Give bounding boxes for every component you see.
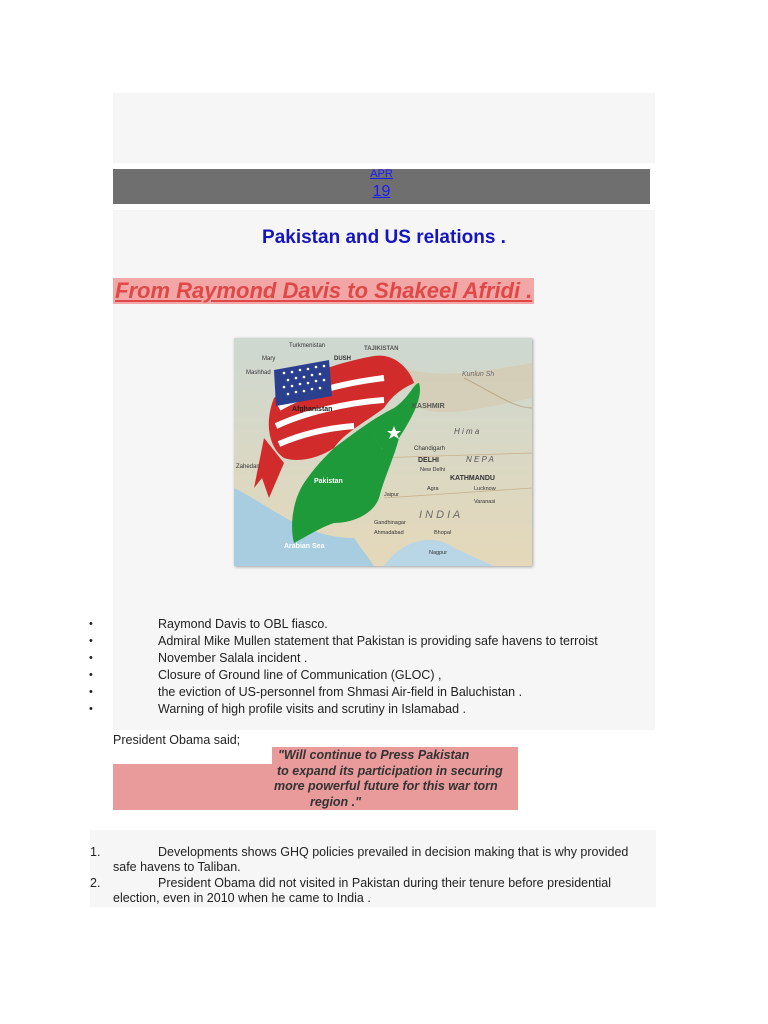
list-item: • November Salala incident .	[89, 651, 308, 665]
map-label-kathmandu: KATHMANDU	[450, 475, 495, 482]
post-subtitle: From Raymond Davis to Shakeel Afridi .	[115, 278, 533, 303]
date-day-link[interactable]: 19	[372, 183, 391, 200]
map-label-agra: Agra	[427, 486, 439, 492]
map-label-himalaya: H i m a	[454, 427, 480, 436]
obama-said-label: President Obama said;	[113, 733, 241, 747]
map-label-tajikistan: TAJIKISTAN	[364, 346, 399, 352]
map-label-nagpur: Nagpur	[429, 550, 448, 556]
list-item: • Admiral Mike Mullen statement that Pakistan is providing safe havens to terroist	[89, 634, 598, 648]
map-label-afghanistan: Afghanistan	[292, 406, 333, 413]
pakistan-us-map-image	[234, 338, 532, 566]
list-item: 2. President Obama did not visited in Pakistan during their tenure before presidential election, even in 2010 when he came to India .	[90, 876, 612, 905]
map-label-turkmenistan: Turkmenistan	[289, 343, 326, 349]
obama-quote	[270, 748, 520, 810]
bullet-list	[88, 616, 668, 718]
map-label-dushanbe: DUSH	[334, 356, 352, 362]
list-item: • Raymond Davis to OBL fiasco.	[89, 617, 328, 631]
map-label-bhopal: Bhopal	[434, 530, 452, 536]
map-label-nepal: N E P A	[466, 455, 494, 464]
map-label-new-delhi: New Delhi	[420, 467, 446, 473]
quote-line: more powerful future for this war torn	[274, 779, 498, 793]
date-bar	[113, 169, 650, 204]
numbered-list	[88, 845, 663, 907]
map-label-mary: Mary	[262, 356, 276, 362]
map-label-arabian-sea: Arabian Sea	[284, 543, 325, 550]
date-month-link[interactable]: APR	[370, 168, 393, 180]
map-label-ahmadabad: Ahmadabad	[374, 530, 404, 536]
quote-line: to expand its participation in securing	[277, 763, 503, 778]
quote-line: region ."	[310, 794, 362, 809]
map-label-india: I N D I A	[419, 509, 461, 521]
post-title: Pakistan and US relations .	[262, 227, 506, 248]
quote-line: "Will continue to Press Pakistan	[278, 748, 470, 762]
list-item: • Warning of high profile visits and scrutiny in Islamabad .	[89, 702, 467, 716]
list-item: • the eviction of US-personnel from Shmasi Air-field in Baluchistan .	[89, 685, 523, 699]
map-label-delhi: DELHI	[418, 457, 439, 464]
map-label-chandigarh: Chandigarh	[414, 446, 446, 452]
map-label-kashmir: KASHMIR	[412, 403, 445, 410]
map-label-mashhad: Mashhad	[246, 370, 271, 376]
list-item: • Closure of Ground line of Communication (GLOC) ,	[89, 668, 442, 682]
map-label-kunlun: Kunlun Sh	[462, 371, 495, 378]
map-label-varanasi: Varanasi	[474, 499, 496, 505]
map-label-pakistan: Pakistan	[314, 478, 343, 485]
map-label-zahedan: Zahedan	[236, 464, 260, 470]
header-panel	[113, 93, 655, 163]
map-label-lucknow: Lucknow	[474, 486, 496, 492]
map-label-gandhinagar: Gandhinagar	[374, 520, 406, 526]
map-label-jaipur: Jaipur	[384, 492, 399, 498]
list-item: 1. Developments shows GHQ policies prevailed in decision making that is why provided safe havens to Taliban.	[90, 845, 629, 874]
